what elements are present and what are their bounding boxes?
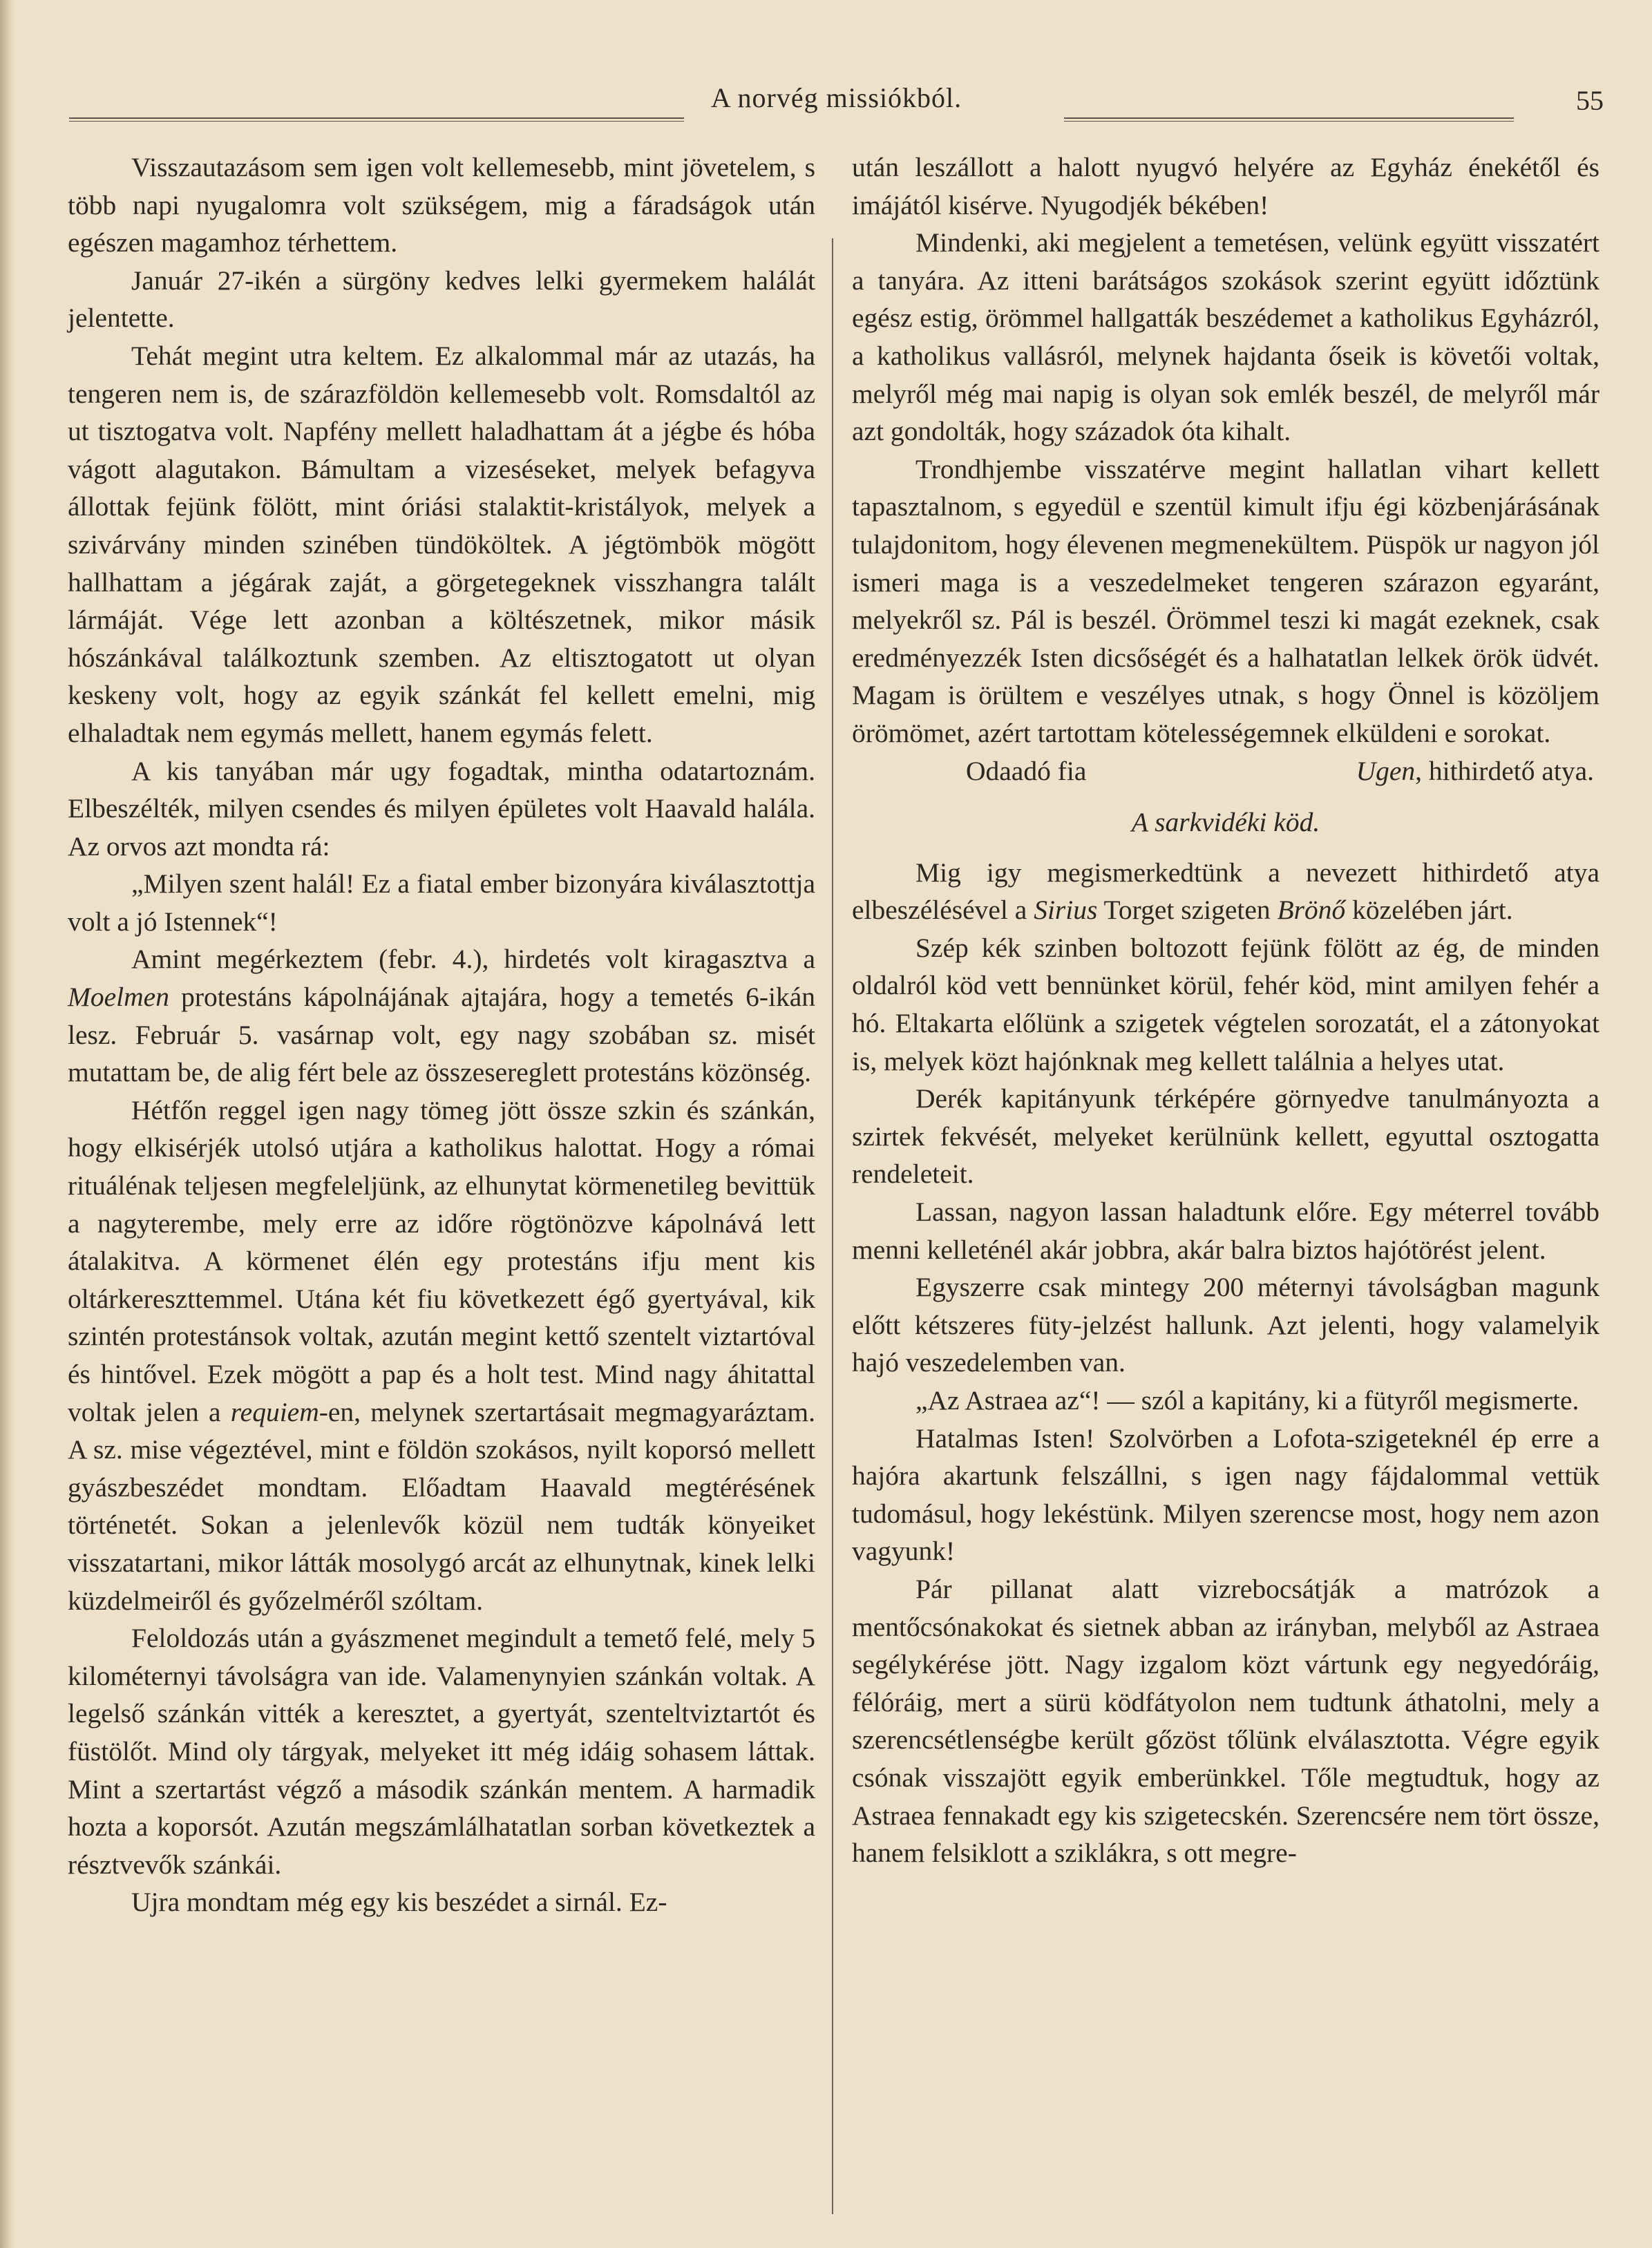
paragraph: Január 27-ikén a sürgöny kedves lelki gyermekem halálát jelentette. — [68, 265, 815, 334]
header-rule-left — [69, 117, 684, 122]
signature-author — [1356, 752, 1594, 790]
emphasis: requiem — [230, 1396, 319, 1427]
signature-name: Ugen — [1356, 755, 1416, 786]
paragraph: Egyszerre csak mintegy 200 méternyi távolságban magunk előtt kétszeres füty-jelzést hallunk. Azt jelenti, hogy valamelyik hajó veszedelemben van. — [852, 1272, 1599, 1378]
paragraph: Trondhjembe visszatérve megint hallatlan vihart kellett tapasztalnom, s egyedül e szentül kimult ifju égi közbenjárásának tulajdonitom, hogy élevenen megmenekültem. Püspök ur nagyon jól ismeri maga is a veszedelmeket tengeren szárazon egyaránt, melyekről sz. Pál is beszél. Örömmel teszi ki magát ezeknek, csak eredményezzék Isten dicsőségét és a halhatatlan lelkek örök üdvét. Magam is örültem e veszélyes utnak, s hogy Önnel is közöljem örömömet, azért tartottam kötelességemnek elküldeni e sorokat. — [852, 453, 1599, 748]
text-run: protestáns kápolnájának ajtajára, hogy a temetés 6-ikán lesz. Február 5. vasárnap volt, egy nagy szobában sz. misét mutattam be, de alig fért bele az összesereglett protestáns közönség. — [68, 982, 815, 1088]
page-number: 55 — [1576, 85, 1604, 116]
text-run: Amint megérkeztem (febr. 4.), hirdetés volt kiragasztva a — [131, 944, 815, 975]
text-run: Hétfőn reggel igen nagy tömeg jött össze szkin és szánkán, hogy elkisérjék utolsó utjára a katholikus halottat. Hogy a római rituálénak teljesen megfeleljünk, az elhunytat körmenetileg bevittük a nagyterembe, mely erre az időre rögtönözve kápolnává lett átalakitva. A körmenet élén egy protestáns ifju ment kis oltárkereszttemmel. Utána két fiu következett égő gyertyával, kik szintén protestánsok voltak, azután megint kettő szentelt viztartóval és hintővel. Ezek mögött a pap és a holt test. Mind nagy áhitattal voltak jelen a — [68, 1094, 815, 1427]
paragraph: „Milyen szent halál! Ez a fiatal ember bizonyára kiválasztottja volt a jó Istennek“! — [68, 868, 815, 937]
paragraph: Pár pillanat alatt vizrebocsátják a matrózok a mentőcsónakokat és sietnek abban az irányban, melyből az Astraea segélykérése jött. Nagy izgalom közt vártunk egy negyedóráig, félóráig, mert a sürü ködfátyolon nem tudtunk áthatolni, mely a szerencsétlenségbe került gőzöst tőlünk elválasztotta. Végre egyik csónak visszajött egyik emberünkkel. Tőle megtudtuk, hogy az Astraea fennakadt egy kis szigetecskén. Szerencsére nem tört össze, hanem felsiklott a sziklákra, s ott megre- — [852, 1573, 1599, 1869]
column-divider — [832, 238, 833, 2214]
right-column — [852, 149, 1599, 1872]
left-column — [68, 149, 815, 1921]
section-heading: A sarkvidéki köd. — [1131, 807, 1320, 838]
paragraph: Hatalmas Isten! Szolvörben a Lofota-szigeteknél ép erre a hajóra akartunk felszállni, s igen nagy fájdalommal vettük tudomásul, hogy lekéstünk. Milyen szerencse most, hogy nem azon vagyunk! — [852, 1422, 1599, 1567]
paragraph: Tehát megint utra keltem. Ez alkalommal már az utazás, ha tengeren nem is, de szárazföldön kellemesebb volt. Romsdaltól az ut tisztogatva volt. Napfény mellett haladhattam át a jégbe és hóba vágott alagutakon. Bámultam a vizeséseket, melyek befagyva állottak fejünk fölött, mint óriási stalaktit-kristályok, melyek a szivárvány minden szinében tündököltek. A jégtömbök mögött hallhattam a jégárak zaját, a görgetegeknek visszhangra talált lármáját. Vége lett azonban a költészetnek, mikor másik hószánkával találkoztunk szemben. Az eltisztogatott ut olyan keskeny volt, hogy az egyik szánkát fel kellett emelni, mig elhaladtak nem egymás mellett, hanem egymás felett. — [68, 340, 815, 748]
paragraph — [68, 940, 815, 1091]
paragraph: Mindenki, aki megjelent a temetésen, velünk együtt visszatért a tanyára. Az itteni barátságos szokások szerint együtt időztünk egész estig, örömmel hallgatták beszédemet a katholikus Egyházról, a katholikus vallásról, melynek hajdanta őseik is követői voltak, melyről még mai napig is olyan sok emlék beszél, de melyről már azt gondolták, hogy századok óta kihalt. — [852, 227, 1599, 447]
paragraph: Lassan, nagyon lassan haladtunk előre. Egy méterrel tovább menni kelleténél akár jobbra, akár balra biztos hajótörést jelent. — [852, 1197, 1599, 1265]
paragraph: után leszállott a halott nyugvó helyére az Egyház énekétől és imájától kisérve. Nyugodjék békében! — [852, 152, 1599, 220]
text-run: közelében járt. — [1345, 895, 1513, 926]
header-rule-right — [1064, 117, 1514, 122]
paragraph: Feloldozás után a gyászmenet megindult a temető felé, mely 5 kilométernyi távolságra van ide. Valamenynyien szánkán voltak. A legelső szánkán vitték a keresztet, a gyertyát, szenteltviztartót és füstölőt. Mind oly tárgyak, melyeket itt még idáig sohasem láttak. Mint a szertartást végző a második szánkán mentem. A harmadik hozta a koporsót. Azután megszámlálhatatlan sorban következtek a résztvevők szánkái. — [68, 1623, 815, 1880]
text-run: -en, melynek szertartásait megmagyaráztam. A sz. mise végeztével, mint e földön szokásos, nyilt koporsó mellett gyászbeszédet mondtam. Előadtam Haavald megtérésének történetét. Sokan a jelenlevők közül nem tudták könyeiket visszatartani, mikor látták mosolygó arcát az elhunytnak, kinek lelki küzdelmeiről és győzelméről szóltam. — [68, 1396, 815, 1616]
emphasis: Moelmen — [68, 982, 169, 1013]
running-title: A norvég missiókból. — [710, 82, 962, 113]
emphasis: Brönő — [1277, 895, 1346, 926]
paragraph: Ujra mondtam még egy kis beszédet a sirnál. Ez- — [131, 1887, 667, 1918]
text-run: Torget szigeten — [1097, 895, 1278, 926]
signature-title: , hithirdető atya. — [1415, 755, 1594, 786]
paragraph — [68, 1092, 815, 1619]
signature-line — [852, 752, 1599, 790]
paragraph: A kis tanyában már ugy fogadtak, mintha odatartoznám. Elbeszélték, milyen csendes és milyen épületes volt Haavald halála. Az orvos azt mondta rá: — [68, 755, 815, 861]
paragraph: Derék kapitányunk térképére görnyedve tanulmányozta a szirtek fekvését, melyeket kerülnünk kellett, egyuttal osztogatta rendeleteit. — [852, 1083, 1599, 1190]
page-header — [69, 82, 1604, 130]
emphasis: Sirius — [1034, 895, 1098, 926]
text-run: Mig igy megismerkedtünk a nevezett hithirdető atya elbeszélésével a — [852, 857, 1599, 926]
paragraph: Visszautazásom sem igen volt kellemesebb, mint jövetelem, s több napi nyugalomra volt szükségem, mig a fáradságok után egészen magamhoz térhettem. — [68, 152, 815, 258]
signature-closing: Odaadó fia — [966, 755, 1087, 786]
paragraph: Szép kék szinben boltozott fejünk fölött az ég, de minden oldalról köd vett bennünket körül, fehér köd, mint amilyen fehér a hó. Eltakarta előlünk a szigetek végtelen sorozatát, el a zátonyokat is, melyek közt hajónknak meg kellett találnia a helyes utat. — [852, 932, 1599, 1076]
paragraph — [852, 854, 1599, 929]
page-binding-edge — [0, 0, 15, 2248]
paragraph: „Az Astraea az“! — szól a kapitány, ki a fütyről megismerte. — [915, 1385, 1579, 1416]
